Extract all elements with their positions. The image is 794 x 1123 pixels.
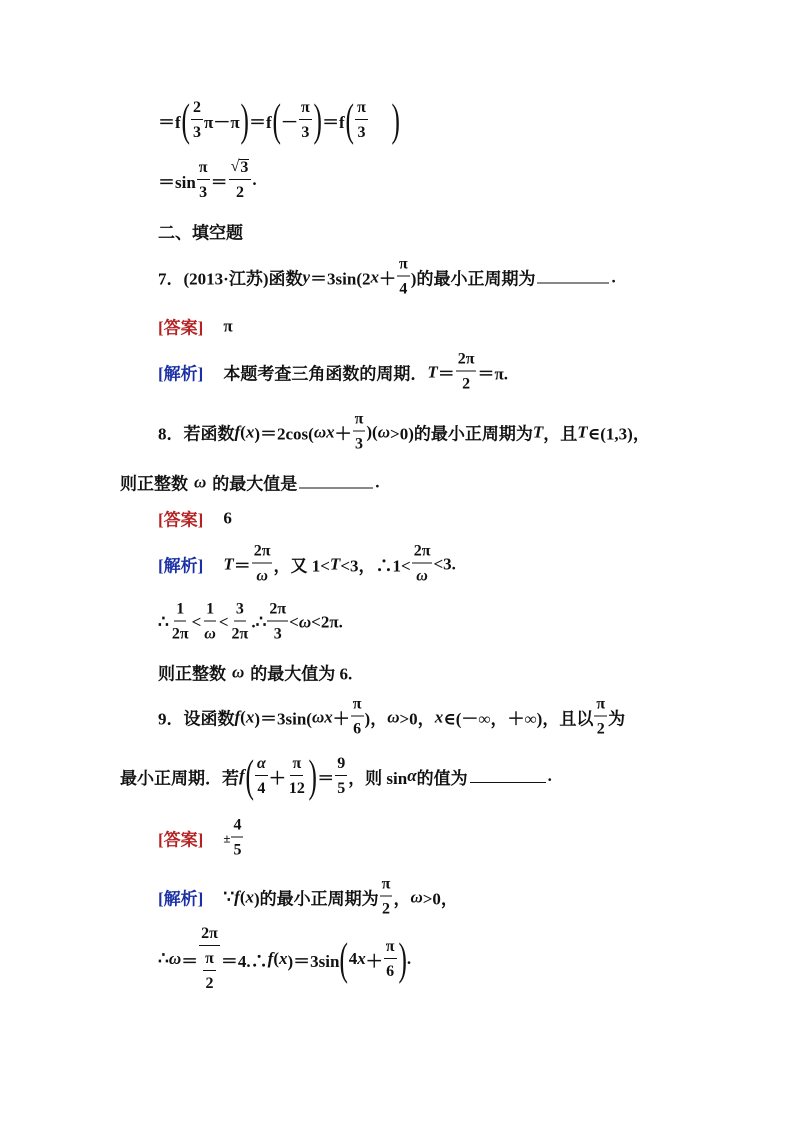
fraction: 1 ω (204, 600, 216, 643)
fraction: π 3 (198, 158, 208, 201)
fraction: π 6 (352, 695, 362, 738)
solution-tag: [解析] (158, 364, 204, 384)
fraction: π 3 (354, 410, 364, 453)
text: ＝f (158, 112, 181, 132)
compound-fraction: 2π $\frac{\pi}{2}$ (201, 925, 218, 992)
fraction: π 2 (596, 695, 606, 738)
answer-blank (537, 283, 609, 284)
fraction: π 6 (385, 937, 395, 980)
fraction: α 4 (257, 754, 266, 797)
answer-blank (470, 782, 546, 783)
fraction: π 2 (381, 875, 391, 918)
answer-tag: [答案] (158, 318, 204, 338)
solution-tag: [解析] (158, 889, 204, 909)
answer-tag: [答案] (158, 830, 204, 850)
fraction: $\frac{\pi}{2}$ (205, 950, 214, 992)
solution-tag: [解析] (158, 556, 204, 576)
fraction: 1 2π (171, 600, 189, 643)
fraction: 3 2π (231, 600, 249, 643)
fraction: 2π 2 (457, 350, 475, 393)
fraction: π 3 (357, 98, 366, 141)
fraction: √ 3 2 (229, 159, 252, 201)
fraction: 2π ω (413, 542, 431, 585)
answer-blank (299, 488, 373, 489)
fraction: π 12 (288, 754, 305, 797)
answer-tag: [答案] (158, 510, 204, 530)
fraction: 2 3 (193, 98, 201, 141)
fraction: π 3 (300, 98, 310, 141)
fraction: $\frac{4}{5}$ (233, 816, 242, 859)
sqrt: √ 3 (230, 158, 249, 176)
fraction: 2π 3 (269, 600, 287, 643)
fraction: 2π ω (253, 542, 271, 585)
fraction: 9 5 (337, 754, 346, 797)
fraction: π 4 (399, 255, 408, 298)
